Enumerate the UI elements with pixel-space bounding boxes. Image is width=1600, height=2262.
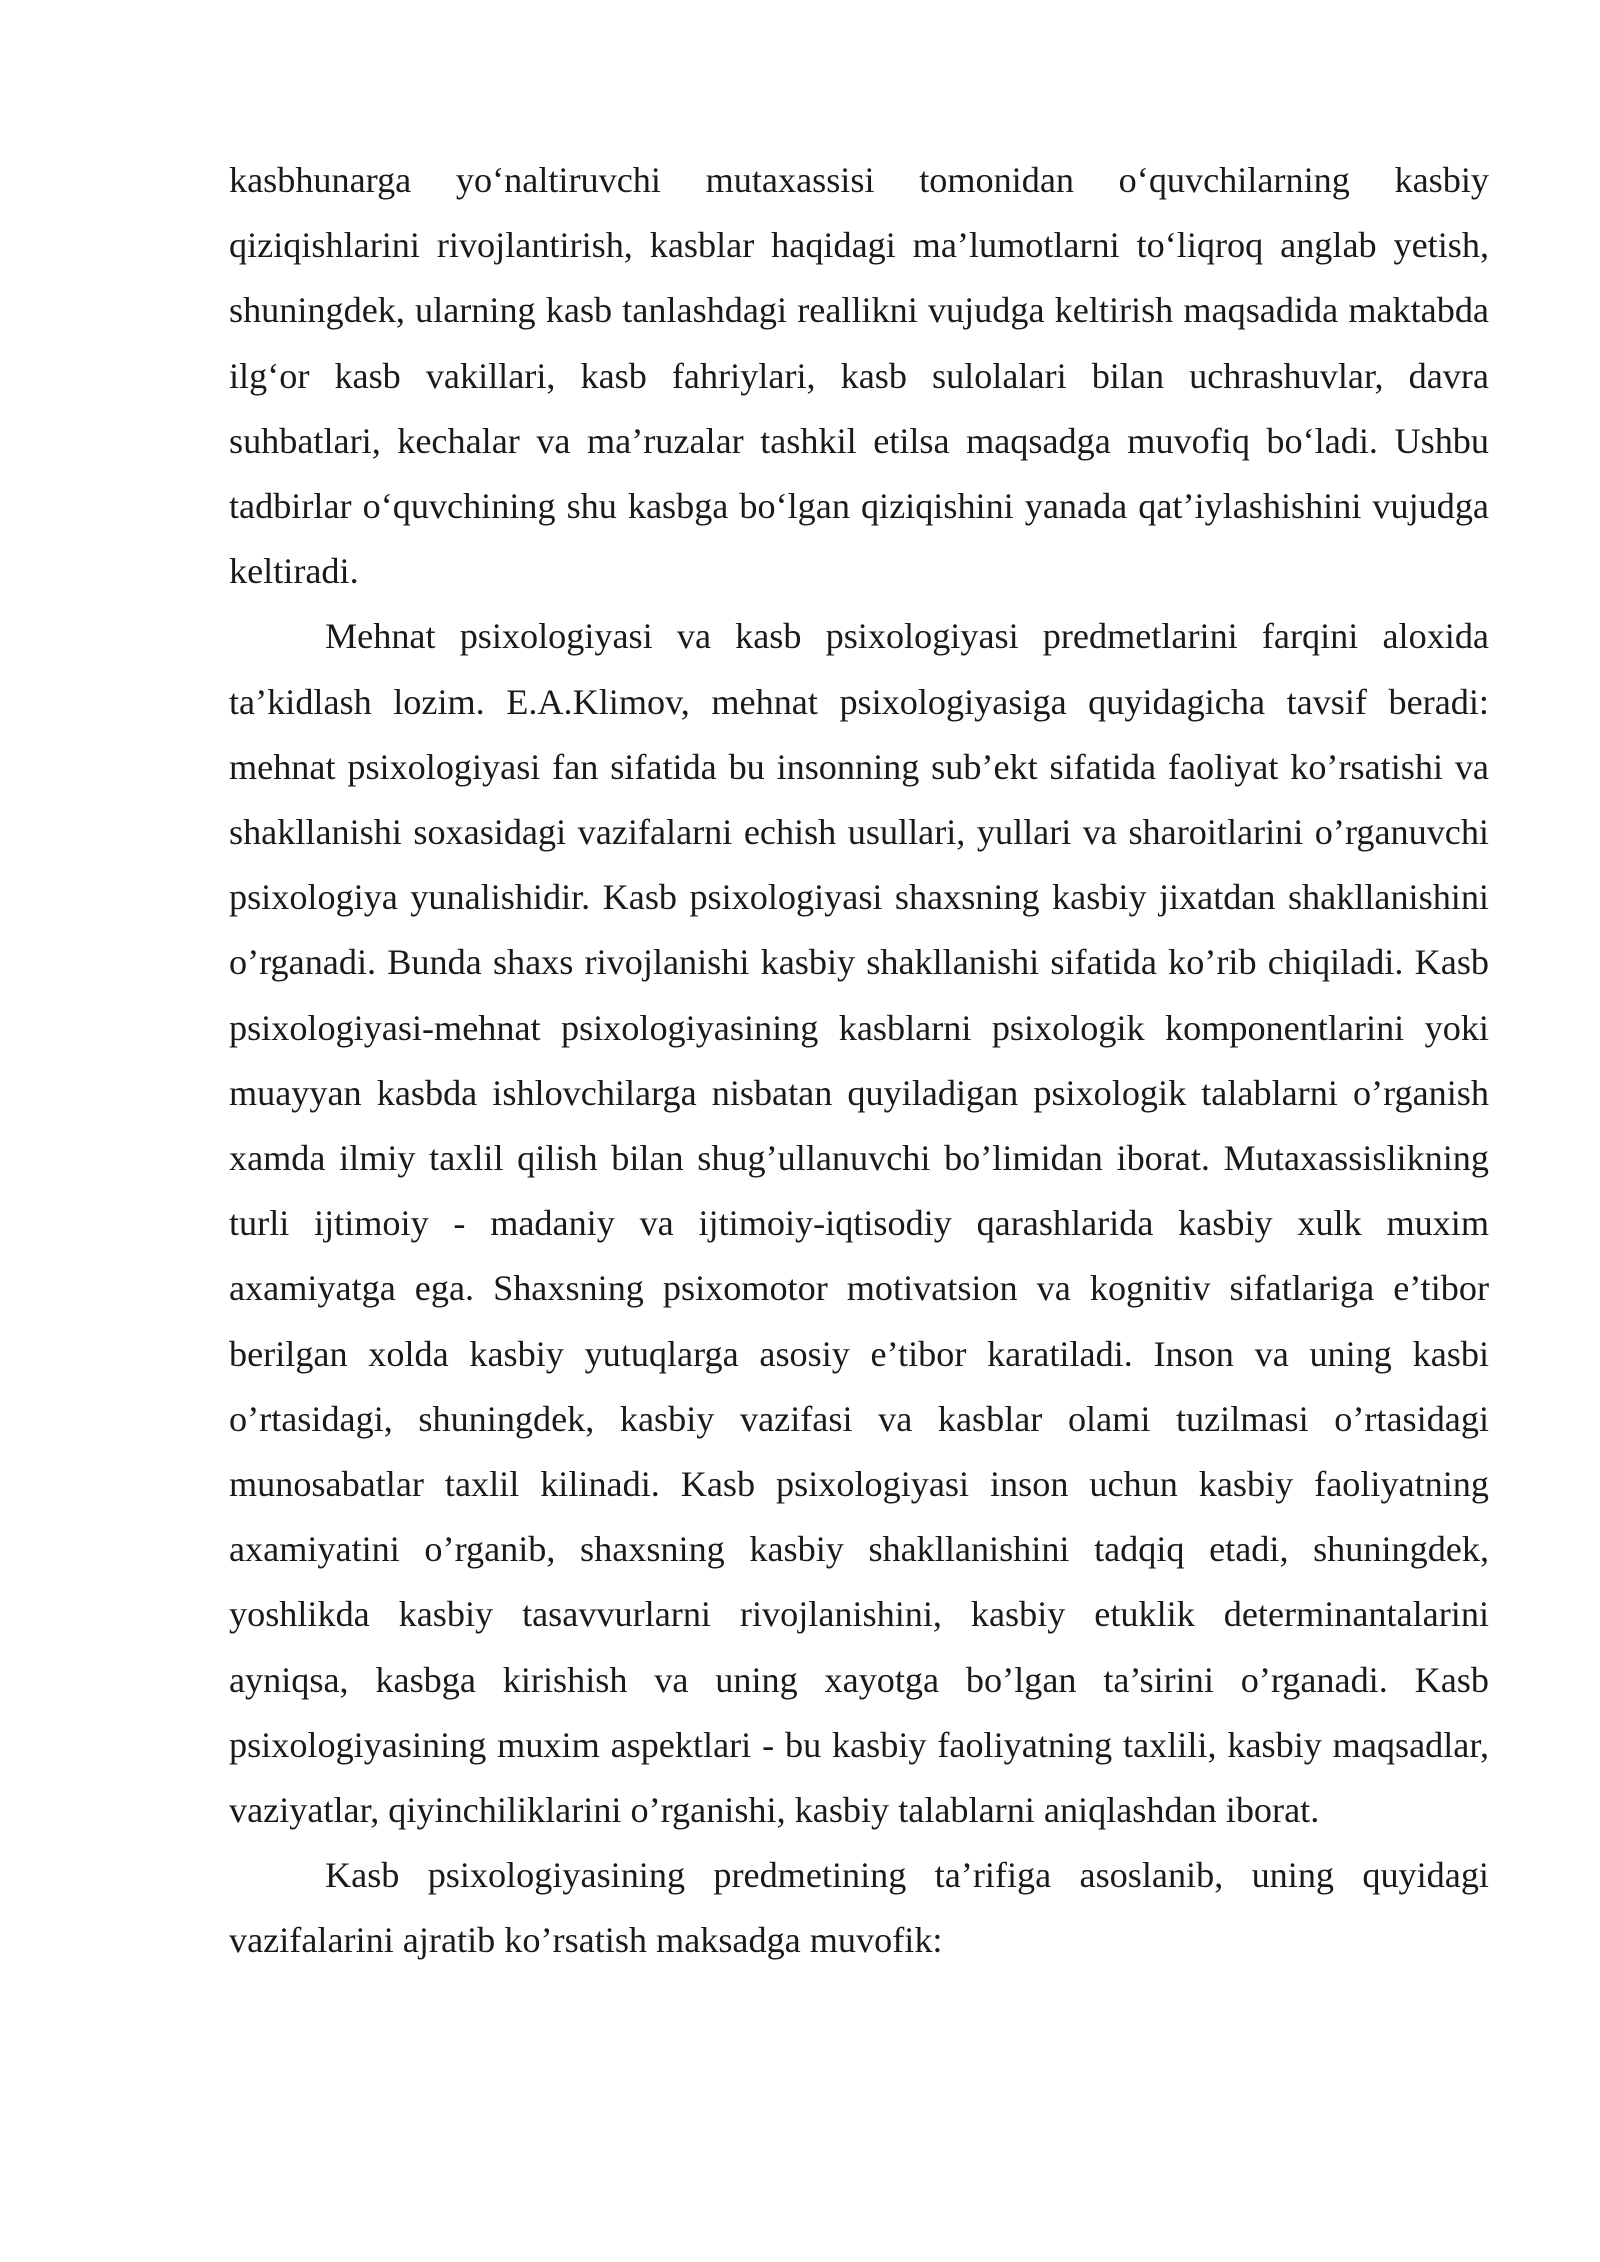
paragraph-3: Kasb psixologiyasining predmetining ta’rifiga asoslanib, uning quyidagi vazifalarini ajratib ko’rsatish maksadga muvofik:	[229, 1855, 1489, 1961]
paragraph-1: kasbhunarga yo‘naltiruvchi mutaxassisi tomonidan o‘quvchilarning kasbiy qiziqishlarini rivojlantirish, kasblar haqidagi ma’lumotlarni to‘liqroq anglab yetish, shuningdek, ularning kasb tanlashdagi reallikni vujudga keltirish maqsadida maktabda ilg‘or kasb vakillari, kasb fahriylari, kasb sulolalari bilan uchrashuvlar, davra suhbatlari, kechalar va ma’ruzalar tashkil etilsa maqsadga muvofiq bo‘ladi. Ushbu tadbirlar o‘quvchining shu kasbga bo‘lgan qiziqishini yanada qat’iylashishini vujudga keltiradi.	[229, 160, 1489, 592]
body-text	[229, 148, 1489, 1974]
paragraph-2: Mehnat psixologiyasi va kasb psixologiyasi predmetlarini farqini aloxida ta’kidlash lozim. E.A.Klimov, mehnat psixologiyasiga quyidagicha tavsif beradi: mehnat psixologiyasi fan sifatida bu insonning sub’ekt sifatida faoliyat ko’rsatishi va shakllanishi soxasidagi vazifalarni echish usullari, yullari va sharoitlarini o’rganuvchi psixologiya yunalishidir. Kasb psixologiyasi shaxsning kasbiy jixatdan shakllanishini o’rganadi. Bunda shaxs rivojlanishi kasbiy shakllanishi sifatida ko’rib chiqiladi. Kasb psixologiyasi-mehnat psixologiyasining kasblarni psixologik komponentlarini yoki muayyan kasbda ishlovchilarga nisbatan quyiladigan psixologik talablarni o’rganish xamda ilmiy taxlil qilish bilan shug’ullanuvchi bo’limidan iborat. Mutaxassislikning turli ijtimoiy - madaniy va ijtimoiy-iqtisodiy qarashlarida kasbiy xulk muxim axamiyatga ega. Shaxsning psixomotor motivatsion va kognitiv sifatlariga e’tibor berilgan xolda kasbiy yutuqlarga asosiy e’tibor karatiladi. Inson va uning kasbi o’rtasidagi, shuningdek, kasbiy vazifasi va kasblar olami tuzilmasi o’rtasidagi munosabatlar taxlil kilinadi. Kasb psixologiyasi inson uchun kasbiy faoliyatning axamiyatini o’rganib, shaxsning kasbiy shakllanishini tadqiq etadi, shuningdek, yoshlikda kasbiy tasavvurlarni rivojlanishini, kasbiy etuklik determinantalarini ayniqsa, kasbga kirishish va uning xayotga bo’lgan ta’sirini o’rganadi. Kasb psixologiyasining muxim aspektlari - bu kasbiy faoliyatning taxlili, kasbiy maqsadlar, vaziyatlar, qiyinchiliklarini o’rganishi, kasbiy talablarni aniqlashdan iborat.	[229, 616, 1489, 1831]
